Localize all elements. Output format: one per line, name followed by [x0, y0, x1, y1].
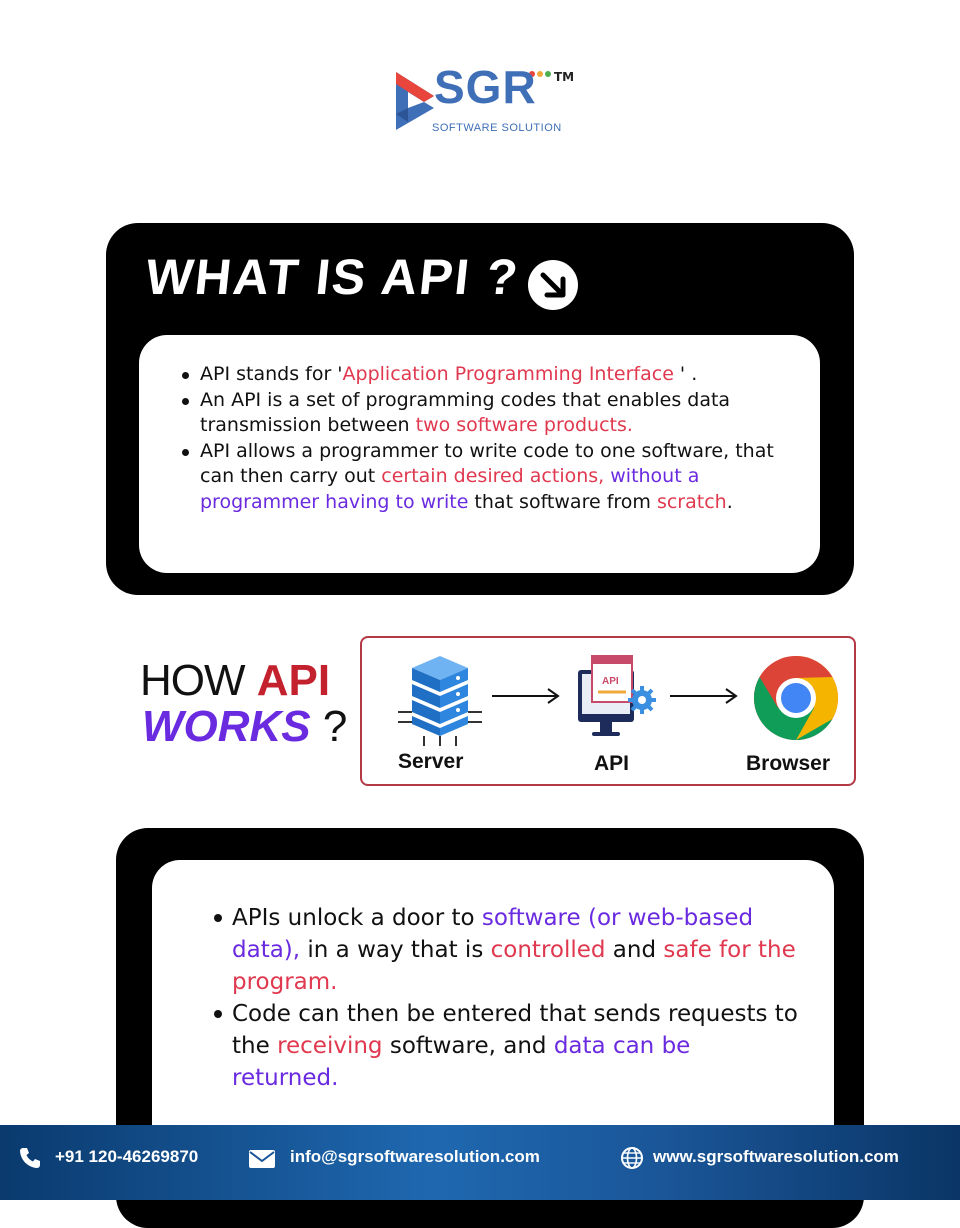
bullet-text-segment: scratch: [656, 490, 727, 513]
heading-how: HOW: [140, 656, 245, 705]
api-flow-diagram: [360, 636, 856, 786]
definition-list: [180, 362, 780, 515]
bullet-text-segment: two software products.: [415, 414, 633, 436]
bullet-text-segment: software, and: [382, 1033, 554, 1059]
brand-logo: [394, 61, 575, 146]
bullet-text-segment: safe for the program.: [232, 937, 796, 995]
phone-number[interactable]: +91 120-46269870: [55, 1147, 199, 1166]
bullet-text-segment: and: [605, 937, 664, 963]
bullet-text-segment: API stands for ': [200, 363, 343, 385]
bullet-text-segment: controlled: [490, 937, 606, 963]
bullet-text-segment: receiving: [277, 1033, 383, 1059]
arrow-down-right-icon: [528, 260, 578, 310]
api-monitor-icon: [572, 650, 662, 744]
api-label: API: [594, 752, 630, 775]
api-screen-text: API: [602, 676, 619, 687]
bullet-text-segment: software (or web-based data),: [232, 905, 754, 963]
bullet-text-segment: APIs unlock a door to: [232, 905, 482, 931]
bullet-text-segment: ' .: [673, 363, 698, 385]
bullet-text-segment: API allows a programmer to write code to one software, that can then carry out: [200, 439, 774, 487]
brand-subtitle: SOFTWARE SOLUTION: [432, 122, 562, 134]
usage-list: [212, 902, 802, 1094]
heading-api: API: [256, 656, 331, 705]
arrow-right-icon: [490, 686, 562, 706]
bullet-item: [212, 902, 802, 998]
website-link[interactable]: www.sgrsoftwaresolution.com: [653, 1147, 899, 1166]
chrome-browser-icon: [752, 654, 840, 742]
server-label: Server: [398, 750, 464, 773]
mail-icon: [248, 1149, 276, 1169]
brand-name: SGR: [434, 61, 537, 113]
bullet-text-segment: Application Programming Interface: [342, 363, 674, 385]
heading-question-mark: ?: [322, 702, 348, 751]
server-icon: [388, 652, 492, 748]
bullet-text-segment: An API is a set of programming codes that enables data transmission between: [200, 388, 731, 436]
bullet-text-segment: without a programmer having to write: [200, 465, 700, 513]
bullet-text-segment: that software from: [468, 490, 657, 513]
bullet-text-segment: in a way that is: [300, 937, 491, 963]
bullet-item: [180, 362, 780, 388]
bullet-text-segment: .: [726, 490, 733, 513]
phone-icon: [18, 1146, 42, 1170]
trademark: TM: [554, 70, 575, 84]
bullet-text-segment: certain desired actions,: [381, 465, 611, 487]
bullet-text-segment: Code can then be entered that sends requests to the: [232, 1001, 798, 1059]
section-title: WHAT IS API ?: [143, 249, 523, 305]
globe-icon: [620, 1146, 644, 1170]
bullet-item: [180, 439, 780, 516]
browser-label: Browser: [746, 752, 831, 775]
bullet-text-segment: data can be returned.: [232, 1033, 691, 1091]
arrow-right-icon: [668, 686, 740, 706]
how-api-works-heading: [140, 656, 350, 756]
bullet-item: [212, 998, 802, 1094]
heading-works: WORKS: [142, 702, 311, 751]
email-link[interactable]: info@sgrsoftwaresolution.com: [290, 1147, 540, 1166]
bullet-item: [180, 388, 780, 439]
